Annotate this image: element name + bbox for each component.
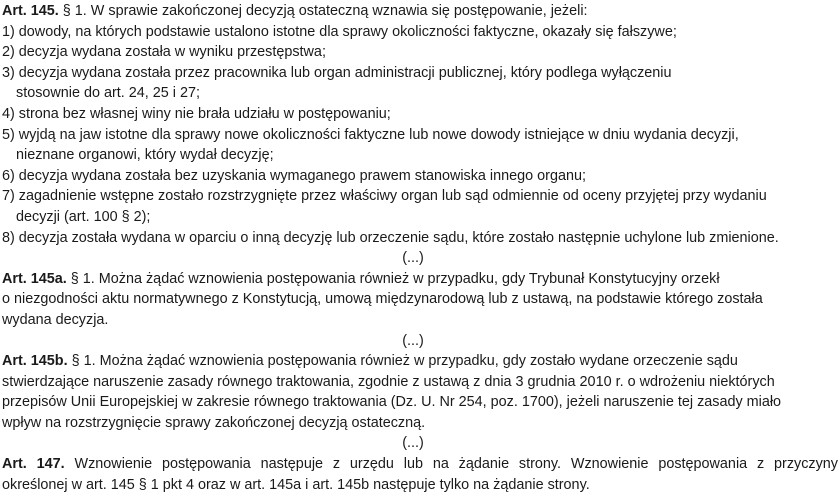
art-145-intro: § 1. W sprawie zakończonej decyzją ostateczną wznawia się postępowanie, jeżeli:: [62, 3, 588, 19]
art-145-item-7-continuation: decyzji (art. 100 § 2);: [16, 208, 151, 225]
art-145-item-7: 7) zagadnienie wstępne zostało rozstrzygnięte przez właściwy organ lub sąd odmiennie od oceny przyjętej przy wydaniu: [2, 188, 767, 205]
art-147-line-1: [2, 454, 838, 475]
art-145b-label: Art. 145b.: [2, 353, 68, 370]
art-145-item-6: 6) decyzja wydana została bez uzyskania wymaganego prawem stanowiska innego organu;: [2, 167, 586, 184]
art-145-item-5-continuation: nieznane organowi, który wydał decyzję;: [16, 147, 274, 164]
art-145b-line-2: stwierdzające naruszenie zasady równego traktowania, zgodnie z ustawą z dnia 3 grudnia 2010 r. o wdrożeniu niektórych: [2, 373, 775, 390]
art-145-heading: [2, 1, 838, 22]
art-147-label: Art. 147.: [2, 456, 65, 473]
art-145b-line-3: przepisów Unii Europejskiej w zakresie równego traktowania (Dz. U. Nr 254, poz. 1700), jeżeli naruszenie tej zasady miało: [2, 394, 782, 411]
art-145b-line-4: wpływ na rozstrzygnięcie sprawy zakończonej decyzją ostateczną.: [2, 414, 426, 431]
omission-marker: (...): [402, 435, 424, 452]
art-145a-line-2: o niezgodności aktu normatywnego z Konstytucją, umową międzynarodową lub z ustawą, na podstawie którego została: [2, 291, 763, 308]
art-147-text-1: Wznowienie postępowania następuje z urzędu lub na żądanie strony. Wznowienie postępowania z przyczyny: [74, 456, 839, 473]
art-145b-line-1: [2, 351, 838, 372]
art-145a-line-1: [2, 269, 838, 290]
omission-marker: (...): [402, 250, 424, 267]
legal-text-document: [2, 1, 838, 495]
art-145-item-5: 5) wyjdą na jaw istotne dla sprawy nowe okoliczności faktyczne lub nowe dowody istniejące w dniu wydania decyzji,: [2, 126, 739, 143]
art-145-item-4: 4) strona bez własnej winy nie brała udziału w postępowaniu;: [2, 105, 391, 122]
art-145-item-3-continuation: stosownie do art. 24, 25 i 27;: [16, 85, 200, 102]
art-145-item-1: 1) dowody, na których podstawie ustalono istotne dla sprawy okoliczności faktyczne, okazały się fałszywe;: [2, 23, 677, 40]
art-145b-text-1: § 1. Można żądać wznowienia postępowania również w przypadku, gdy zostało wydane orzeczenie sądu: [71, 353, 738, 370]
art-145-label: Art. 145.: [2, 3, 59, 19]
art-145a-text-1: § 1. Można żądać wznowienia postępowania również w przypadku, gdy Trybunał Konstytucyjny orzekł: [70, 270, 720, 287]
art-145-item-3: 3) decyzja wydana została przez pracownika lub organ administracji publicznej, który podlega wyłączeniu: [2, 64, 672, 81]
art-145a-label: Art. 145a.: [2, 270, 67, 287]
art-145-item-8: 8) decyzja została wydana w oparciu o inną decyzję lub orzeczenie sądu, które zostało następnie uchylone lub zmienione.: [2, 229, 779, 246]
omission-marker: (...): [402, 332, 424, 349]
art-147-line-2: określonej w art. 145 § 1 pkt 4 oraz w art. 145a i art. 145b następuje tylko na żądanie strony.: [2, 476, 590, 493]
art-145a-line-3: wydana decyzja.: [2, 311, 109, 328]
art-145-item-2: 2) decyzja wydana została w wyniku przestępstwa;: [2, 44, 326, 61]
